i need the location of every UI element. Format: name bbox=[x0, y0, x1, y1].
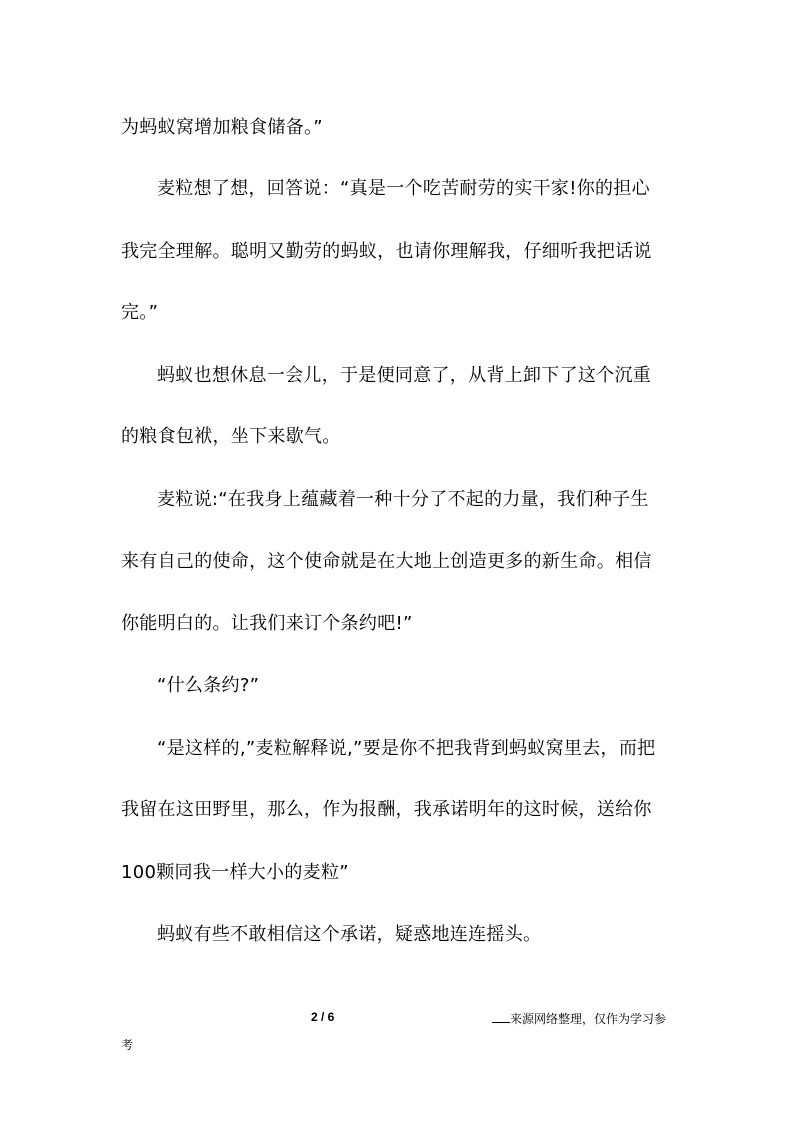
paragraph-line: 100颗同我一样大小的麦粒” bbox=[121, 862, 349, 883]
paragraph-line: 你能明白的。让我们来订个条约吧!” bbox=[121, 613, 413, 634]
paragraph-line: 麦粒想了想，回答说：“真是一个吃苦耐劳的实干家!你的担心 bbox=[157, 178, 650, 199]
paragraph-line: 我完全理解。聪明又勤劳的蚂蚁，也请你理解我，仔细听我把话说 bbox=[121, 241, 652, 262]
paragraph-line: 我留在这田野里，那么，作为报酬，我承诺明年的这时候，送给你 bbox=[121, 799, 652, 820]
paragraph-line: 蚂蚁有些不敢相信这个承诺，疑惑地连连摇头。 bbox=[157, 924, 542, 945]
paragraph-line: 蚂蚁也想休息一会儿，于是便同意了，从背上卸下了这个沉重 bbox=[157, 365, 652, 386]
footer-note-text: 来源网络整理，仅作为学习参 bbox=[510, 1012, 667, 1026]
paragraph-line: 的粮食包袱，坐下来歇气。 bbox=[121, 426, 341, 447]
paragraph-line: 来有自己的使命，这个使命就是在大地上创造更多的新生命。相信 bbox=[121, 551, 652, 572]
paragraph-line: “是这样的,”麦粒解释说,”要是你不把我背到蚂蚁窝里去，而把 bbox=[157, 738, 656, 759]
footer-underline bbox=[492, 1012, 510, 1023]
footer-note-wrap: 考 bbox=[121, 1038, 134, 1052]
paragraph-line: “什么条约?” bbox=[157, 675, 260, 696]
paragraph-line: 完。” bbox=[121, 302, 159, 323]
paragraph-line: 为蚂蚁窝增加粮食储备。” bbox=[121, 117, 323, 138]
paragraph-line: 麦粒说:“在我身上蕴藏着一种十分了不起的力量，我们种子生 bbox=[157, 489, 649, 510]
footer-note bbox=[492, 1010, 666, 1027]
page-indicator: 2 / 6 bbox=[311, 1010, 335, 1024]
